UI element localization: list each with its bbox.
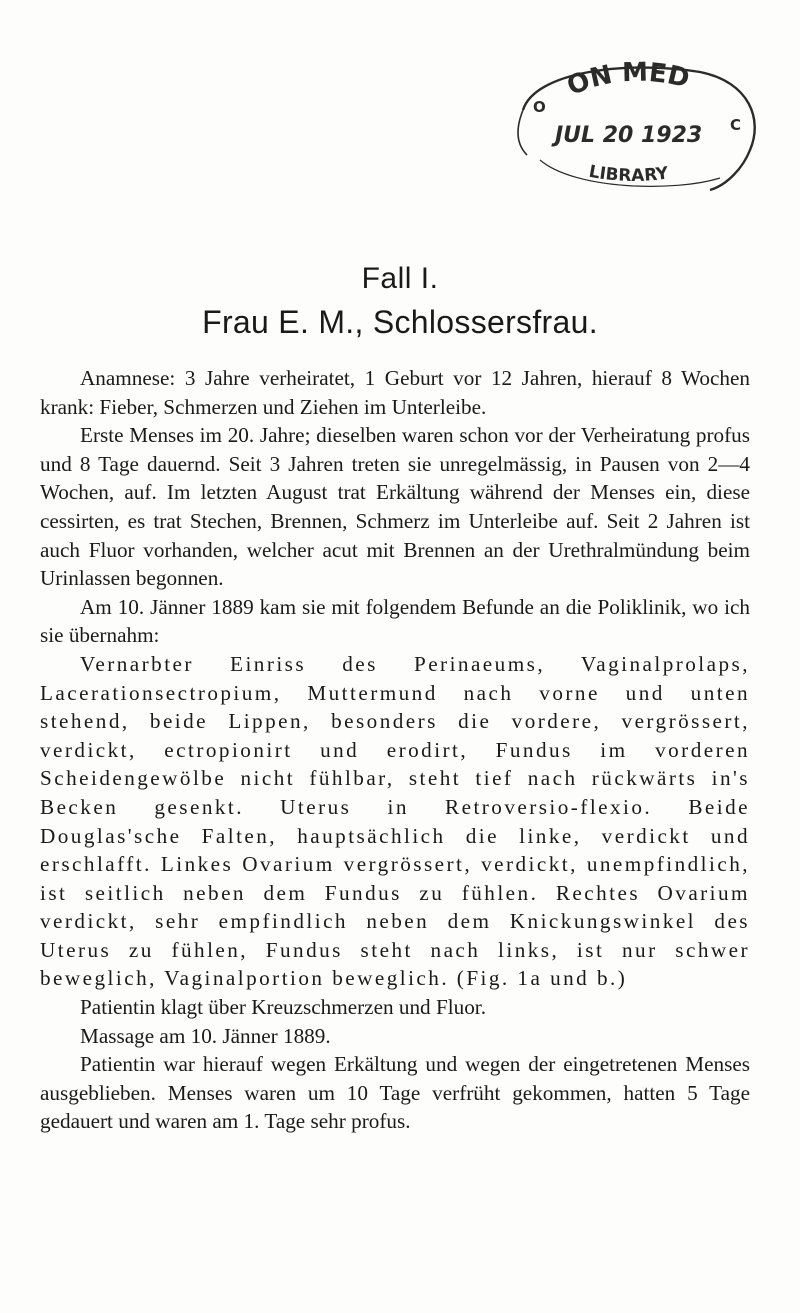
patient-title: Frau E. M., Schlossersfrau.: [202, 304, 598, 340]
paragraph-followup: Patientin war hierauf wegen Erkältung und wegen der eingetretenen Menses ausgeblieben. Menses waren um 10 Tage verfrüht gekommen, hatten 5 Tage gedauert und waren am 1. Tage sehr profus.: [40, 1052, 750, 1134]
paragraph-anamnesis: Anamnese: 3 Jahre verheiratet, 1 Geburt vor 12 Jahren, hierauf 8 Wochen krank: Fieber, Schmerzen und Ziehen im Unterleibe.: [40, 366, 750, 419]
stamp-right-mark: C: [730, 116, 742, 134]
case-report: [40, 364, 750, 1136]
paragraph-massage-date: Massage am 10. Jänner 1889.: [80, 1023, 331, 1048]
paragraph-complaints: Patientin klagt über Kreuzschmerzen und Fluor.: [80, 995, 486, 1020]
stamp-date: JUL 20 1923: [555, 123, 703, 148]
case-number: Fall I.: [361, 262, 439, 295]
stamp-top-text: ON MED: [562, 57, 693, 102]
paragraph-findings: Vernarbter Einriss des Perinaeums, Vaginalprolaps, Lacerationsectropium, Muttermund nach vorne und unten stehend, beide Lippen, besonders die vordere, vergrössert, verdickt, ectropionirt und erodirt, Fundus im vorderen Scheidengewölbe nicht fühlbar, steht tief nach rückwärts in's Becken gesenkt. Uterus in Retroversio-flexio. Beide Douglas'sche Falten, hauptsächlich die linke, verdickt und erschlafft. Linkes Ovarium vergrössert, verdickt, unempfindlich, ist seitlich neben dem Fundus zu fühlen. Rechtes Ovarium verdickt, sehr empfindlich neben dem Knickungswinkel des Uterus zu fühlen, Fundus steht nach links, ist nur schwer beweglich, Vaginalportion beweglich. (Fig. 1a und b.): [40, 651, 750, 991]
paragraph-admission: Am 10. Jänner 1889 kam sie mit folgendem Befunde an die Poliklinik, wo ich sie übernahm:: [40, 594, 750, 648]
stamp-bottom-text: LIBRARY: [587, 161, 670, 187]
paragraph-menses-history: Erste Menses im 20. Jahre; dieselben waren schon vor der Verheiratung profus und 8 Tage dauernd. Seit 3 Jahren treten sie unregelmässig, in Pausen von 2—4 Wochen, auf. Im letzten August trat Erkältung während der Menses ein, diese cessirten, es trat Stechen, Brennen, Schmerz im Unterleibe auf. Seit 2 Jahren ist auch Fluor vorhanden, welcher acut mit Brennen an der Urethralmündung beim Urinlassen begonnen.: [40, 423, 750, 591]
library-date-stamp: [495, 50, 765, 195]
stamp-left-mark: O: [533, 98, 546, 116]
